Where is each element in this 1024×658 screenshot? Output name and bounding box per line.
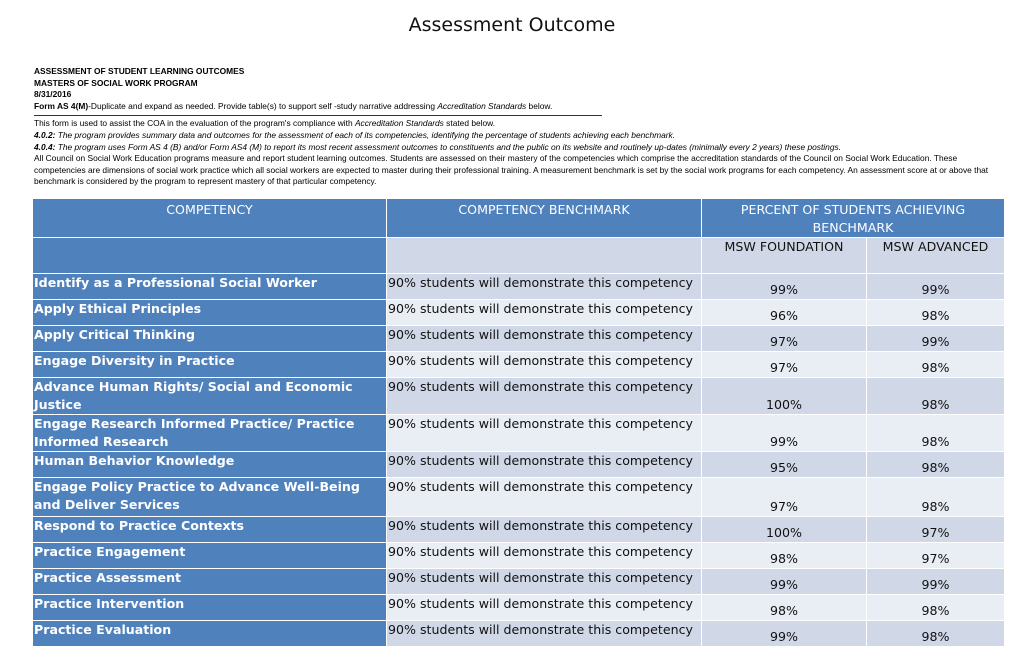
table-row [33,452,1005,478]
foundation-percent-cell: 98% [702,595,867,621]
competency-cell: Engage Diversity in Practice [33,352,387,378]
advanced-percent-cell: 98% [867,478,1005,517]
form-id: Form AS 4(M) [34,100,89,111]
table-row [33,543,1005,569]
outcome-table [32,198,1005,647]
competency-cell: Practice Intervention [33,595,387,621]
foundation-percent-cell: 100% [702,378,867,415]
benchmark-cell: 90% students will demonstrate this competency [387,378,702,415]
competency-cell: Advance Human Rights/ Social and Economic Justice [33,378,387,415]
benchmark-cell: 90% students will demonstrate this competency [387,452,702,478]
header-line-3: 8/31/2016 [34,89,72,100]
form-line [34,101,1004,113]
table-row [33,274,1005,300]
benchmark-cell: 90% students will demonstrate this competency [387,300,702,326]
table-row [33,595,1005,621]
table-row [33,478,1005,517]
competency-cell: Engage Research Informed Practice/ Practice Informed Research [33,415,387,452]
header-percent: PERCENT OF STUDENTS ACHIEVING BENCHMARK [702,199,1005,238]
sub-header-blank [33,238,387,274]
competency-cell: Practice Engagement [33,543,387,569]
competency-cell: Practice Assessment [33,569,387,595]
standard-4-0-2: 4.0.2: [34,129,56,140]
advanced-percent-cell: 99% [867,569,1005,595]
benchmark-cell: 90% students will demonstrate this competency [387,595,702,621]
benchmark-cell: 90% students will demonstrate this competency [387,326,702,352]
paragraph-3 [34,142,1004,154]
foundation-percent-cell: 96% [702,300,867,326]
competency-cell: Engage Policy Practice to Advance Well-Being and Deliver Services [33,478,387,517]
paragraph-4: All Council on Social Work Education programs measure and report student learning outcomes. Students are assessed on their mastery of the competencies which comprise the accreditation standards of the Council on Social Work Education. These competencies are dimensions of social work practice which all social workers are expected to master during their professional training. A measurement benchmark is set by the social work programs for each competency. An assessment score at or above that benchmark is considered by the program to represent mastery of that particular competency. [34,153,989,187]
benchmark-cell: 90% students will demonstrate this competency [387,274,702,300]
sub-header-blank-2 [387,238,702,274]
competency-cell: Apply Critical Thinking [33,326,387,352]
foundation-percent-cell: 99% [702,569,867,595]
table-row [33,569,1005,595]
foundation-percent-cell: 99% [702,415,867,452]
advanced-percent-cell: 98% [867,415,1005,452]
paragraph-2 [34,130,1004,142]
form-end: below. [526,100,553,111]
paragraph-1-italic: Accreditation Standards [354,118,444,129]
header-line-1: ASSESSMENT OF STUDENT LEARNING OUTCOMES [34,66,245,76]
paragraph-3-text: The program uses Form AS 4 (B) and/or Form AS4 (M) to report its most recent assessment outcomes to constituents and the public on its website and routinely up-dates (minimally every 2 years) these postings. [55,141,841,152]
table-row [33,326,1005,352]
document-header [34,66,1004,188]
foundation-percent-cell: 98% [702,543,867,569]
advanced-percent-cell: 98% [867,452,1005,478]
paragraph-1-text: This form is used to assist the COA in the evaluation of the program's compliance with [34,118,355,129]
foundation-percent-cell: 95% [702,452,867,478]
foundation-percent-cell: 99% [702,274,867,300]
advanced-percent-cell: 98% [867,352,1005,378]
paragraph-1-end: stated below. [443,118,496,129]
advanced-percent-cell: 97% [867,543,1005,569]
competency-cell: Identify as a Professional Social Worker [33,274,387,300]
competency-cell: Practice Evaluation [33,621,387,647]
form-text: -Duplicate and expand as needed. Provide table(s) to support self -study narrative addressing [88,100,438,111]
competency-cell: Apply Ethical Principles [33,300,387,326]
benchmark-cell: 90% students will demonstrate this competency [387,352,702,378]
paragraph-1 [34,118,1004,130]
header-competency: COMPETENCY [33,199,387,238]
benchmark-cell: 90% students will demonstrate this competency [387,415,702,452]
foundation-percent-cell: 97% [702,326,867,352]
advanced-percent-cell: 98% [867,300,1005,326]
foundation-percent-cell: 97% [702,352,867,378]
benchmark-cell: 90% students will demonstrate this competency [387,621,702,647]
benchmark-cell: 90% students will demonstrate this competency [387,569,702,595]
advanced-percent-cell: 98% [867,621,1005,647]
competency-cell: Respond to Practice Contexts [33,517,387,543]
benchmark-cell: 90% students will demonstrate this competency [387,517,702,543]
benchmark-cell: 90% students will demonstrate this competency [387,478,702,517]
divider [34,115,602,116]
header-line-2: MASTERS OF SOCIAL WORK PROGRAM [34,77,198,88]
competency-cell: Human Behavior Knowledge [33,452,387,478]
table-row [33,378,1005,415]
advanced-percent-cell: 98% [867,595,1005,621]
advanced-percent-cell: 99% [867,326,1005,352]
foundation-percent-cell: 100% [702,517,867,543]
advanced-percent-cell: 98% [867,378,1005,415]
advanced-percent-cell: 97% [867,517,1005,543]
sub-header-advanced: MSW ADVANCED [867,238,1005,274]
sub-header-foundation: MSW FOUNDATION [702,238,867,274]
form-italic: Accreditation Standards [437,100,527,111]
foundation-percent-cell: 99% [702,621,867,647]
table-row [33,352,1005,378]
advanced-percent-cell: 99% [867,274,1005,300]
table-row [33,415,1005,452]
benchmark-cell: 90% students will demonstrate this competency [387,543,702,569]
standard-4-0-4: 4.0.4: [34,141,56,152]
table-row [33,517,1005,543]
table-row [33,300,1005,326]
foundation-percent-cell: 97% [702,478,867,517]
header-benchmark: COMPETENCY BENCHMARK [387,199,702,238]
page-title: Assessment Outcome [408,14,616,36]
table-row [33,621,1005,647]
paragraph-2-text: The program provides summary data and outcomes for the assessment of each of its competencies, identifying the percentage of students achieving each benchmark. [55,129,676,140]
